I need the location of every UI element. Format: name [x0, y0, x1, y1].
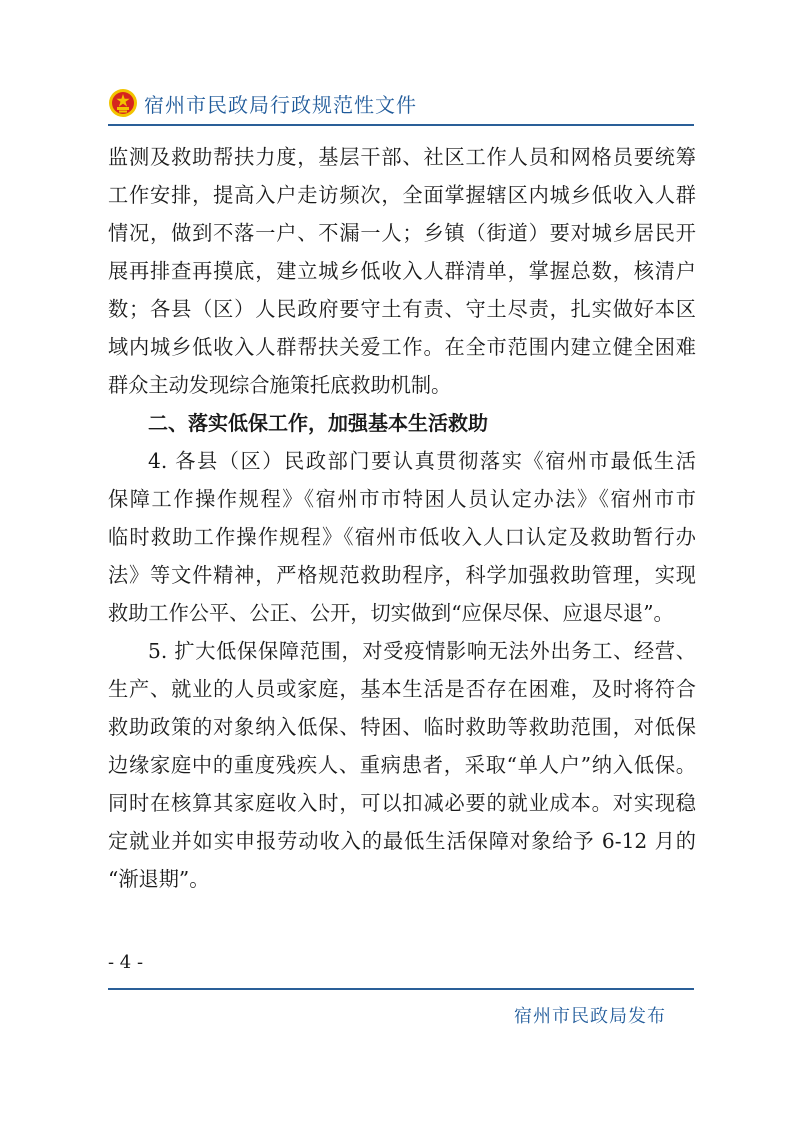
- body-line: 数；各县（区）人民政府要守土有责、守土尽责，扎实做好本区: [108, 297, 696, 321]
- national-emblem-icon: [108, 88, 138, 118]
- header-title: 宿州市民政局行政规范性文件: [144, 92, 417, 117]
- footer-publisher: 宿州市民政局发布: [514, 1006, 666, 1027]
- body-line: 保障工作操作规程》《宿州市市特困人员认定办法》《宿州市市: [108, 487, 696, 511]
- body-line: 工作安排，提高入户走访频次，全面掌握辖区内城乡低收入人群: [108, 183, 696, 207]
- section-heading: 二、落实低保工作，加强基本生活救助: [148, 411, 488, 435]
- body-line: 法》等文件精神，严格规范救助程序，科学加强救助管理，实现: [108, 563, 696, 587]
- body-line: “渐退期”。: [108, 867, 210, 891]
- body-line: 情况，做到不落一户、不漏一人；乡镇（街道）要对城乡居民开: [108, 221, 696, 245]
- body-line: 生产、就业的人员或家庭，基本生活是否存在困难，及时将符合: [108, 677, 696, 701]
- body-line: 域内城乡低收入人群帮扶关爱工作。在全市范围内建立健全困难: [108, 335, 696, 359]
- document-body: [108, 138, 696, 898]
- body-line: 展再排查再摸底，建立城乡低收入人群清单，掌握总数，核清户: [108, 259, 696, 283]
- body-line: 群众主动发现综合施策托底救助机制。: [108, 373, 452, 397]
- body-line: 边缘家庭中的重度残疾人、重病患者，采取“单人户”纳入低保。: [108, 753, 696, 777]
- body-line: 监测及救助帮扶力度，基层干部、社区工作人员和网格员要统筹: [108, 145, 696, 169]
- body-line: 定就业并如实申报劳动收入的最低生活保障对象给予 6-12 月的: [108, 829, 696, 853]
- body-line: 救助政策的对象纳入低保、特困、临时救助等救助范围，对低保: [108, 715, 696, 739]
- body-line: 临时救助工作操作规程》《宿州市低收入人口认定及救助暂行办: [108, 525, 696, 549]
- page-number: - 4 -: [108, 952, 144, 973]
- footer-divider: [108, 988, 694, 990]
- body-line: 4. 各县（区）民政部门要认真贯彻落实《宿州市最低生活: [148, 449, 696, 473]
- body-line: 同时在核算其家庭收入时，可以扣减必要的就业成本。对实现稳: [108, 791, 696, 815]
- body-line: 5. 扩大低保保障范围，对受疫情影响无法外出务工、经营、: [148, 639, 696, 663]
- body-line: 救助工作公平、公正、公开，切实做到“应保尽保、应退尽退”。: [108, 601, 674, 625]
- document-header: [108, 86, 698, 120]
- header-divider: [108, 124, 694, 126]
